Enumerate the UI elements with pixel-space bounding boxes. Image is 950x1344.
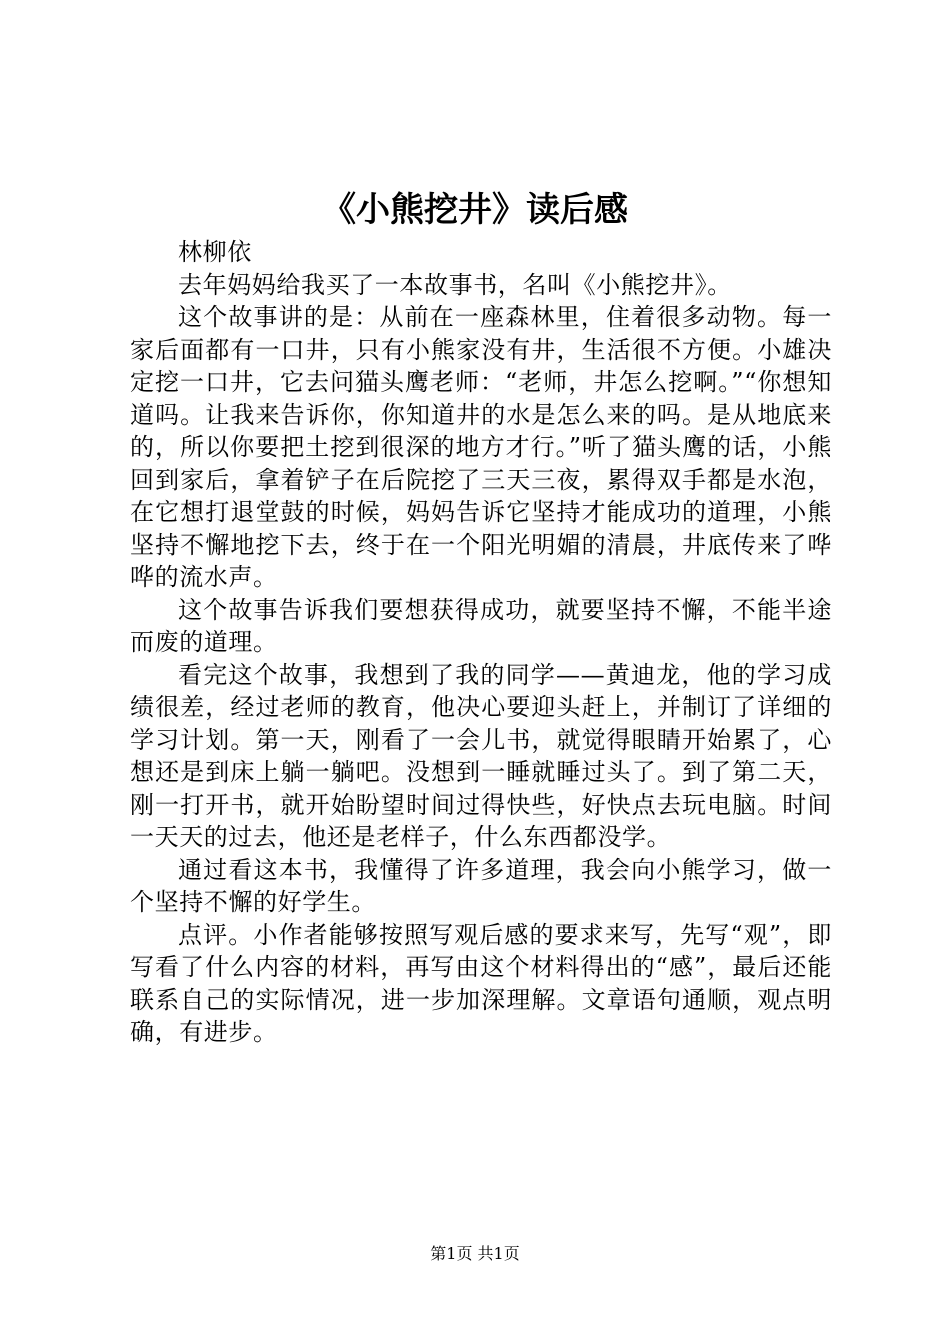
page-footer: 第1页 共1页 — [430, 1244, 520, 1263]
author-line: 林柳依 — [178, 238, 252, 266]
document-body — [130, 236, 832, 1049]
paragraph: 去年妈妈给我买了一本故事书，名叫《小熊挖井》。 — [178, 270, 732, 299]
paragraph: 通过看这本书，我懂得了许多道理，我会向小熊学习，做一个坚持不懈的好学生。 — [130, 855, 832, 916]
paragraph: 这个故事讲的是：从前在一座森林里，住着很多动物。每一家后面都有一口井，只有小熊家没有井，生活很不方便。小雄决定挖一口井，它去问猫头鹰老师：“老师，井怎么挖啊。”“你想知道吗。让我来告诉你，你知道井的水是怎么来的吗。是从地底来的，所以你要把土挖到很深的地方才行。”听了猫头鹰的话，小熊回到家后，拿着铲子在后院挖了三天三夜，累得双手都是水泡，在它想打退堂鼓的时候，妈妈告诉它坚持才能成功的道理，小熊坚持不懈地挖下去，终于在一个阳光明媚的清晨，井底传来了哗哗的流水声。 — [130, 303, 832, 591]
paragraph: 点评。小作者能够按照写观后感的要求来写，先写“观”，即写看了什么内容的材料，再写由这个材料得出的“感”，最后还能联系自己的实际情况，进一步加深理解。文章语句通顺，观点明确，有进步。 — [130, 920, 832, 1046]
document-title: 《小熊挖井》读后感 — [322, 190, 628, 230]
paragraph: 看完这个故事，我想到了我的同学——黄迪龙，他的学习成绩很差，经过老师的教育，他决心要迎头赶上，并制订了详细的学习计划。第一天，刚看了一会儿书，就觉得眼睛开始累了，心想还是到床上躺一躺吧。没想到一睡就睡过头了。到了第二天，刚一打开书，就开始盼望时间过得快些，好快点去玩电脑。时间一天天的过去，他还是老样子，什么东西都没学。 — [130, 660, 832, 851]
paragraph: 这个故事告诉我们要想获得成功，就要坚持不懈，不能半途而废的道理。 — [130, 595, 832, 656]
